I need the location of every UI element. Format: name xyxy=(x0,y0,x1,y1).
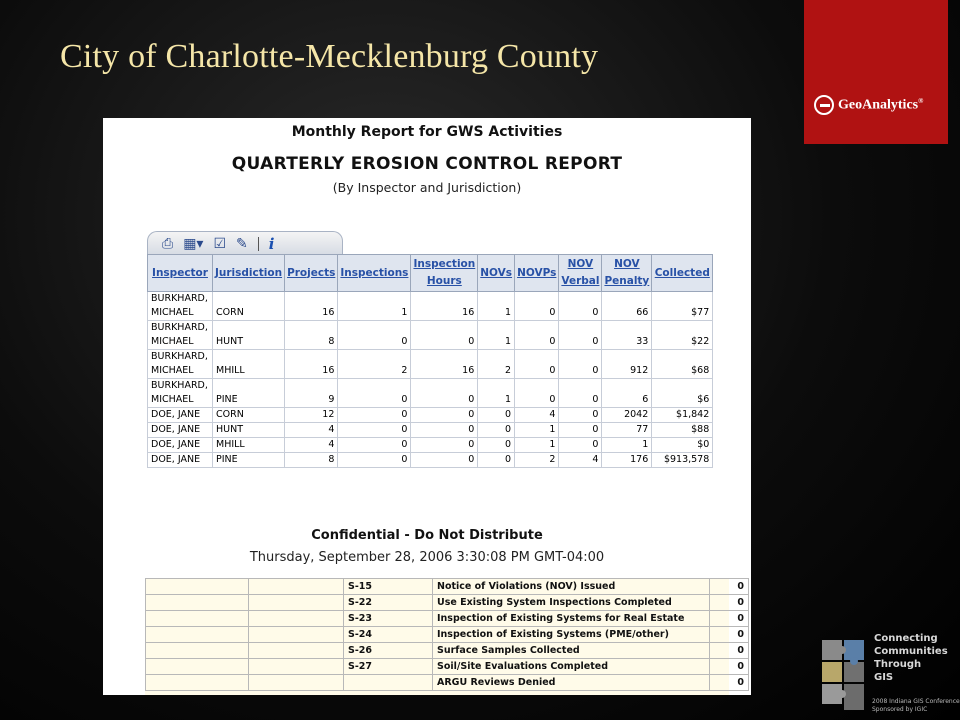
table-cell: HUNT xyxy=(213,423,285,438)
table-cell: 0 xyxy=(411,408,478,423)
code-cell: 0 xyxy=(710,675,749,691)
table-row xyxy=(148,379,713,408)
code-row xyxy=(146,659,749,675)
code-cell xyxy=(146,659,249,675)
table-cell: 0 xyxy=(559,438,602,453)
table-cell: MHILL xyxy=(213,350,285,379)
table-cell: 0 xyxy=(515,292,559,321)
table-cell: 1 xyxy=(338,292,411,321)
code-cell: Inspection of Existing Systems for Real Estate xyxy=(433,611,710,627)
table-cell: 0 xyxy=(478,438,515,453)
table-cell: $77 xyxy=(652,292,713,321)
table-cell: 16 xyxy=(285,292,338,321)
sponsor-fineprint: 2008 Indiana GIS Conference Sponsored by IGIC xyxy=(872,698,960,713)
table-cell: DOE, JANE xyxy=(148,408,213,423)
table-cell: DOE, JANE xyxy=(148,423,213,438)
code-cell xyxy=(146,579,249,595)
code-cell: Notice of Violations (NOV) Issued xyxy=(433,579,710,595)
code-cell: Surface Samples Collected xyxy=(433,643,710,659)
table-cell: $0 xyxy=(652,438,713,453)
confidential-notice: Confidential - Do Not Distribute xyxy=(311,528,543,543)
column-header[interactable]: NOVPs xyxy=(515,255,559,292)
table-row xyxy=(148,438,713,453)
report-timestamp: Thursday, September 28, 2006 3:30:08 PM GMT-04:00 xyxy=(249,550,605,565)
table-cell: BURKHARD, MICHAEL xyxy=(148,379,213,408)
table-cell: 66 xyxy=(602,292,652,321)
report-panel xyxy=(103,118,751,695)
code-cell: S-15 xyxy=(344,579,433,595)
code-cell xyxy=(249,627,344,643)
table-cell: CORN xyxy=(213,292,285,321)
table-cell: 0 xyxy=(515,321,559,350)
table-cell: 0 xyxy=(559,321,602,350)
column-header[interactable]: Jurisdiction xyxy=(213,255,285,292)
table-cell: 176 xyxy=(602,453,652,468)
print-icon[interactable]: ⎙ xyxy=(162,235,174,252)
table-cell: 0 xyxy=(411,321,478,350)
table-row xyxy=(148,408,713,423)
column-header[interactable]: NOVs xyxy=(478,255,515,292)
info-icon[interactable]: i xyxy=(268,234,275,253)
column-header[interactable]: Collected xyxy=(652,255,713,292)
code-cell: 0 xyxy=(710,611,749,627)
inspection-table xyxy=(147,254,713,468)
table-cell: 0 xyxy=(338,321,411,350)
sponsor-tagline: Connecting Communities Through GIS xyxy=(874,633,948,683)
table-cell: $913,578 xyxy=(652,453,713,468)
table-cell: $6 xyxy=(652,379,713,408)
table-cell: PINE xyxy=(213,453,285,468)
report-subtitle: QUARTERLY EROSION CONTROL REPORT xyxy=(231,154,623,174)
activity-codes-table xyxy=(145,578,749,691)
code-cell: 0 xyxy=(710,627,749,643)
table-cell: 1 xyxy=(478,292,515,321)
table-cell: $88 xyxy=(652,423,713,438)
table-cell: 0 xyxy=(338,423,411,438)
table-cell: 4 xyxy=(515,408,559,423)
table-cell: 0 xyxy=(515,350,559,379)
conference-sponsor xyxy=(818,630,960,720)
code-cell: Use Existing System Inspections Completed xyxy=(433,595,710,611)
table-cell: BURKHARD, MICHAEL xyxy=(148,321,213,350)
table-cell: 0 xyxy=(559,408,602,423)
column-header[interactable]: Inspector xyxy=(148,255,213,292)
table-cell: 0 xyxy=(478,408,515,423)
table-row xyxy=(148,321,713,350)
table-cell: 0 xyxy=(559,423,602,438)
code-cell: 0 xyxy=(710,579,749,595)
table-cell: 4 xyxy=(559,453,602,468)
code-row xyxy=(146,675,749,691)
table-cell: 9 xyxy=(285,379,338,408)
toolbar-divider xyxy=(258,237,259,251)
code-row xyxy=(146,579,749,595)
slide-title: City of Charlotte-Mecklenburg County xyxy=(60,38,599,75)
table-cell: 912 xyxy=(602,350,652,379)
table-cell: 0 xyxy=(338,408,411,423)
table-cell: $22 xyxy=(652,321,713,350)
table-cell: HUNT xyxy=(213,321,285,350)
table-cell: 2 xyxy=(338,350,411,379)
table-cell: 8 xyxy=(285,453,338,468)
report-toolbar xyxy=(147,231,343,255)
code-cell xyxy=(249,659,344,675)
code-cell xyxy=(146,595,249,611)
table-cell: BURKHARD, MICHAEL xyxy=(148,350,213,379)
table-cell: 0 xyxy=(515,379,559,408)
code-cell: ARGU Reviews Denied xyxy=(433,675,710,691)
code-cell: S-27 xyxy=(344,659,433,675)
table-cell: 1 xyxy=(478,321,515,350)
table-cell: 0 xyxy=(411,423,478,438)
table-cell: 16 xyxy=(411,292,478,321)
report-title: Monthly Report for GWS Activities xyxy=(291,124,563,140)
edit-report-icon[interactable]: ✎ xyxy=(236,235,248,252)
code-cell xyxy=(249,643,344,659)
table-cell: PINE xyxy=(213,379,285,408)
table-cell: 0 xyxy=(559,379,602,408)
table-row xyxy=(148,423,713,438)
code-cell: S-22 xyxy=(344,595,433,611)
indiana-puzzle-icon xyxy=(818,636,870,716)
report-subnote: (By Inspector and Jurisdiction) xyxy=(332,180,522,195)
table-cell: 0 xyxy=(559,292,602,321)
column-header[interactable]: NOV Verbal xyxy=(559,255,602,292)
table-cell: 0 xyxy=(338,453,411,468)
table-cell: 77 xyxy=(602,423,652,438)
table-cell: BURKHARD, MICHAEL xyxy=(148,292,213,321)
geoanalytics-logo-icon xyxy=(814,95,834,115)
code-cell xyxy=(249,595,344,611)
column-header[interactable]: Inspection Hours xyxy=(411,255,478,292)
code-cell xyxy=(146,611,249,627)
table-cell: 1 xyxy=(602,438,652,453)
table-row xyxy=(148,453,713,468)
table-cell: 4 xyxy=(285,438,338,453)
table-cell: 2 xyxy=(478,350,515,379)
code-row xyxy=(146,643,749,659)
code-cell: 0 xyxy=(710,643,749,659)
table-cell: DOE, JANE xyxy=(148,438,213,453)
table-cell: 8 xyxy=(285,321,338,350)
table-row xyxy=(148,350,713,379)
code-cell xyxy=(146,675,249,691)
code-cell: S-26 xyxy=(344,643,433,659)
table-cell: 0 xyxy=(411,453,478,468)
table-cell: 33 xyxy=(602,321,652,350)
table-cell: 0 xyxy=(411,438,478,453)
export-icon[interactable]: ▦▾ xyxy=(183,235,204,252)
code-cell: 0 xyxy=(710,595,749,611)
table-cell: 4 xyxy=(285,423,338,438)
table-cell: MHILL xyxy=(213,438,285,453)
table-cell: 1 xyxy=(478,379,515,408)
code-cell xyxy=(249,611,344,627)
code-cell xyxy=(249,675,344,691)
table-cell: 1 xyxy=(515,438,559,453)
code-cell: 0 xyxy=(710,659,749,675)
table-cell: 2042 xyxy=(602,408,652,423)
table-cell: 16 xyxy=(411,350,478,379)
table-cell: 0 xyxy=(411,379,478,408)
code-cell xyxy=(249,579,344,595)
column-header[interactable]: NOV Penalty xyxy=(602,255,652,292)
code-cell xyxy=(344,675,433,691)
code-row xyxy=(146,595,749,611)
table-row xyxy=(148,292,713,321)
code-row xyxy=(146,627,749,643)
table-cell: $1,842 xyxy=(652,408,713,423)
table-cell: 1 xyxy=(515,423,559,438)
table-cell: 6 xyxy=(602,379,652,408)
code-cell: Soil/Site Evaluations Completed xyxy=(433,659,710,675)
table-cell: CORN xyxy=(213,408,285,423)
table-cell: 0 xyxy=(338,438,411,453)
table-cell: 0 xyxy=(338,379,411,408)
table-header-row xyxy=(148,255,713,292)
table-cell: 16 xyxy=(285,350,338,379)
code-cell xyxy=(146,643,249,659)
code-cell: Inspection of Existing Systems (PME/other) xyxy=(433,627,710,643)
table-cell: 0 xyxy=(559,350,602,379)
checklist-icon[interactable]: ☑ xyxy=(213,235,227,252)
table-cell: 0 xyxy=(478,423,515,438)
column-header[interactable]: Projects xyxy=(285,255,338,292)
table-cell: DOE, JANE xyxy=(148,453,213,468)
logo-text: GeoAnalytics® xyxy=(838,96,924,113)
table-cell: 2 xyxy=(515,453,559,468)
column-header[interactable]: Inspections xyxy=(338,255,411,292)
code-cell xyxy=(146,627,249,643)
geoanalytics-logo xyxy=(804,0,948,144)
code-row xyxy=(146,611,749,627)
table-cell: $68 xyxy=(652,350,713,379)
table-cell: 0 xyxy=(478,453,515,468)
code-cell: S-23 xyxy=(344,611,433,627)
table-cell: 12 xyxy=(285,408,338,423)
code-cell: S-24 xyxy=(344,627,433,643)
